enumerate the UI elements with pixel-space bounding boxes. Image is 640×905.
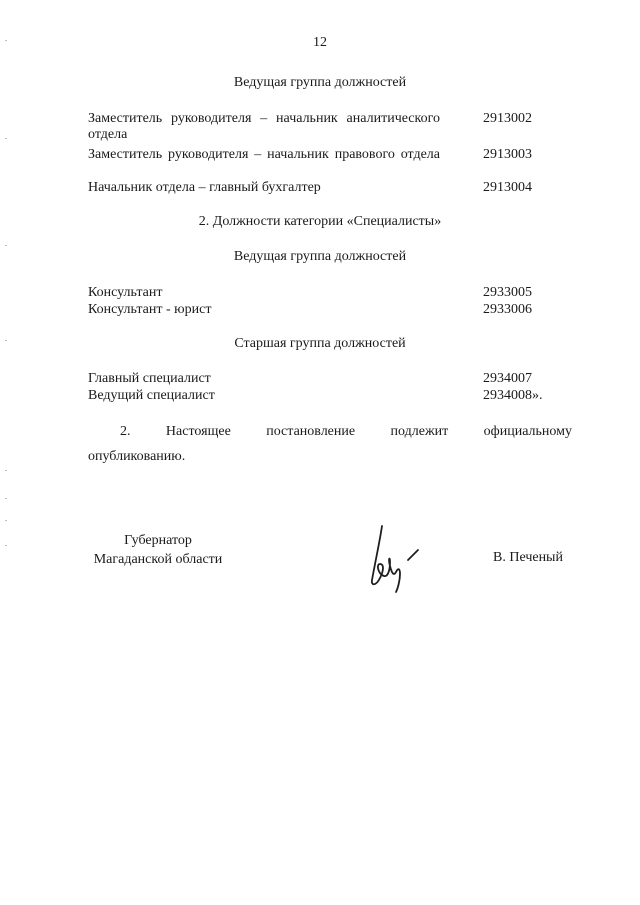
group-heading-leading-1: Ведущая группа должностей [233,75,407,90]
scan-mark [5,520,7,521]
publication-clause-line-2: опубликованию. [88,449,186,464]
signatory-position: Губернатор Магаданской области [93,533,223,567]
position-title-text: Заместитель руководителя – начальник правового отдела [88,147,440,162]
group-heading-senior: Старшая группа должностей [234,336,406,351]
position-code: 2933005 [483,285,532,300]
position-title: Начальник отдела – главный бухгалтер [88,180,321,195]
scan-mark [5,40,7,41]
position-title: Ведущий специалист [88,388,215,403]
position-code: 2934008». [483,388,543,403]
publication-clause-line-1: 2. Настоящее постановление подлежит официальному [120,424,572,439]
publication-clause [88,424,572,465]
page-number: 12 [313,35,327,50]
position-code: 2933006 [483,302,532,317]
position-title [88,147,440,163]
handwritten-signature [368,520,438,592]
position-title: Консультант [88,285,163,300]
position-title-text: Заместитель руководителя – начальник аналитического отдела [88,111,440,142]
category-heading: 2. Должности категории «Специалисты» [198,214,442,229]
position-title: Главный специалист [88,371,211,386]
signatory-name: В. Печеный [493,550,563,565]
scan-mark [5,498,7,499]
scan-mark [5,340,7,341]
scan-mark [5,470,7,471]
position-code: 2913003 [483,147,532,162]
position-title: Консультант - юрист [88,302,212,317]
scan-mark [5,245,7,246]
scan-mark [5,138,7,139]
position-code: 2934007 [483,371,532,386]
scan-mark [5,545,7,546]
position-code: 2913002 [483,111,532,126]
position-code: 2913004 [483,180,532,195]
group-heading-leading-2: Ведущая группа должностей [233,249,407,264]
position-title [88,111,440,143]
